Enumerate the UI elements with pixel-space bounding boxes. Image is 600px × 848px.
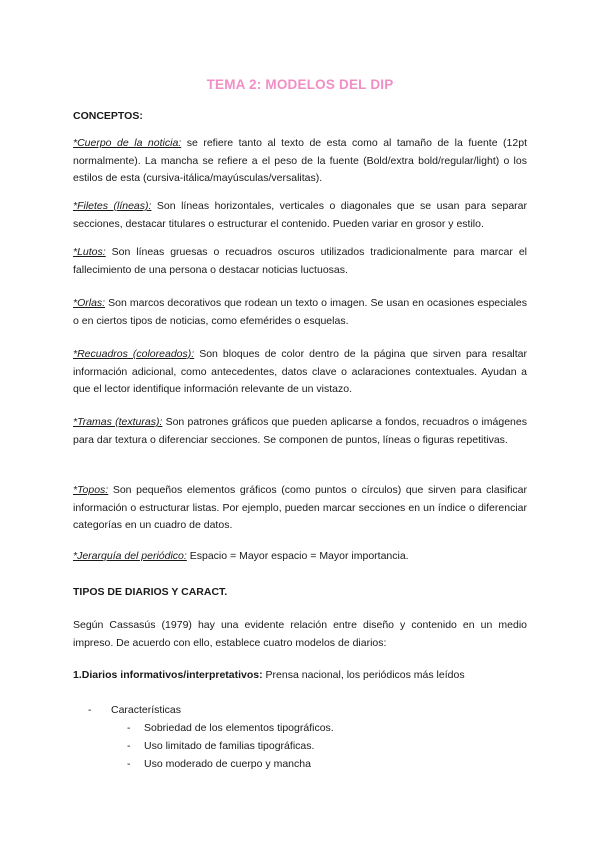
concept-cuerpo xyxy=(73,135,527,188)
concept-text: Son líneas gruesas o recuadros oscuros utilizados tradicionalmente para marcar el fallecimiento de una persona o destacar noticias luctuosas. xyxy=(73,246,527,276)
list-item xyxy=(127,755,334,773)
list-dash: - xyxy=(88,704,92,716)
concept-text: Son líneas horizontales, verticales o diagonales que se usan para separar secciones, destacar titulares o estructurar el contenido. Pueden variar en grosor y estilo. xyxy=(73,200,527,230)
list-item xyxy=(88,701,334,719)
concept-jerarquia xyxy=(73,548,527,566)
concept-term: *Recuadros (coloreados): xyxy=(73,348,195,360)
concept-text: Son pequeños elementos gráficos (como puntos o círculos) que sirven para clasificar información o estructurar listas. Por ejemplo, pueden marcar secciones en un índice o diferenciar categorías en un cuadro de datos. xyxy=(73,484,527,531)
concept-recuadros xyxy=(73,346,527,399)
concept-term: *Cuerpo de la noticia: xyxy=(73,137,182,149)
list-item-label: Uso moderado de cuerpo y mancha xyxy=(144,758,311,770)
list-dash: - xyxy=(127,740,131,752)
list-dash: - xyxy=(127,722,131,734)
concept-term: *Lutos: xyxy=(73,246,106,258)
concept-text: Son patrones gráficos que pueden aplicarse a fondos, recuadros o imágenes para dar textura o diferenciar secciones. Se componen de puntos, líneas o figuras repetitivas. xyxy=(73,416,527,446)
list-dash: - xyxy=(127,758,131,770)
list-item xyxy=(127,737,334,755)
concept-tramas xyxy=(73,414,527,449)
caracteristicas-list xyxy=(88,701,334,773)
concept-term: *Jerarquía del periódico: xyxy=(73,550,187,562)
concept-orlas xyxy=(73,295,527,330)
caracteristicas-sublist xyxy=(127,719,334,773)
list-item-label: Sobriedad de los elementos tipográficos. xyxy=(144,722,334,734)
concept-term: *Filetes (líneas): xyxy=(73,200,152,212)
list-item-label: Uso limitado de familias tipográficas. xyxy=(144,740,315,752)
list-item xyxy=(127,719,334,737)
concept-term: *Tramas (texturas): xyxy=(73,416,163,428)
model-1-text: Prensa nacional, los periódicos más leídos xyxy=(262,669,465,681)
list-item-label: Características xyxy=(111,704,182,716)
model-1-lead: 1.Diarios informativos/interpretativos: xyxy=(73,669,263,681)
concept-text: Son marcos decorativos que rodean un texto o imagen. Se usan en ocasiones especiales o en ciertos tipos de noticias, como efemérides o esquelas. xyxy=(73,297,527,327)
concept-filetes xyxy=(73,198,527,233)
tipos-heading: TIPOS DE DIARIOS Y CARACT. xyxy=(73,586,228,598)
concept-term: *Topos: xyxy=(73,484,109,496)
model-1-paragraph xyxy=(73,667,527,685)
intro-paragraph: Según Cassasús (1979) hay una evidente relación entre diseño y contenido en un medio impreso. De acuerdo con ello, establece cuatro modelos de diarios: xyxy=(73,619,527,649)
conceptos-heading: CONCEPTOS: xyxy=(73,110,143,122)
concept-topos xyxy=(73,482,527,535)
concept-text: Son bloques de color dentro de la página que sirven para resaltar información adicional, como antecedentes, datos clave o aclaraciones contextuales. Ayudan a que el lector identifique información relevante de un vistazo. xyxy=(73,348,528,395)
page-title: TEMA 2: MODELOS DEL DIP xyxy=(206,77,394,92)
concept-lutos xyxy=(73,244,527,279)
concept-text: se refiere tanto al texto de esta como al tamaño de la fuente (12pt normalmente). La mancha se refiere a el peso de la fuente (Bold/extra bold/regular/light) o los estilos de esta (cursiva-itálica/mayúsculas/versalitas). xyxy=(73,137,527,184)
concept-term: *Orlas: xyxy=(73,297,106,309)
concept-text: Espacio = Mayor espacio = Mayor importancia. xyxy=(186,550,409,562)
